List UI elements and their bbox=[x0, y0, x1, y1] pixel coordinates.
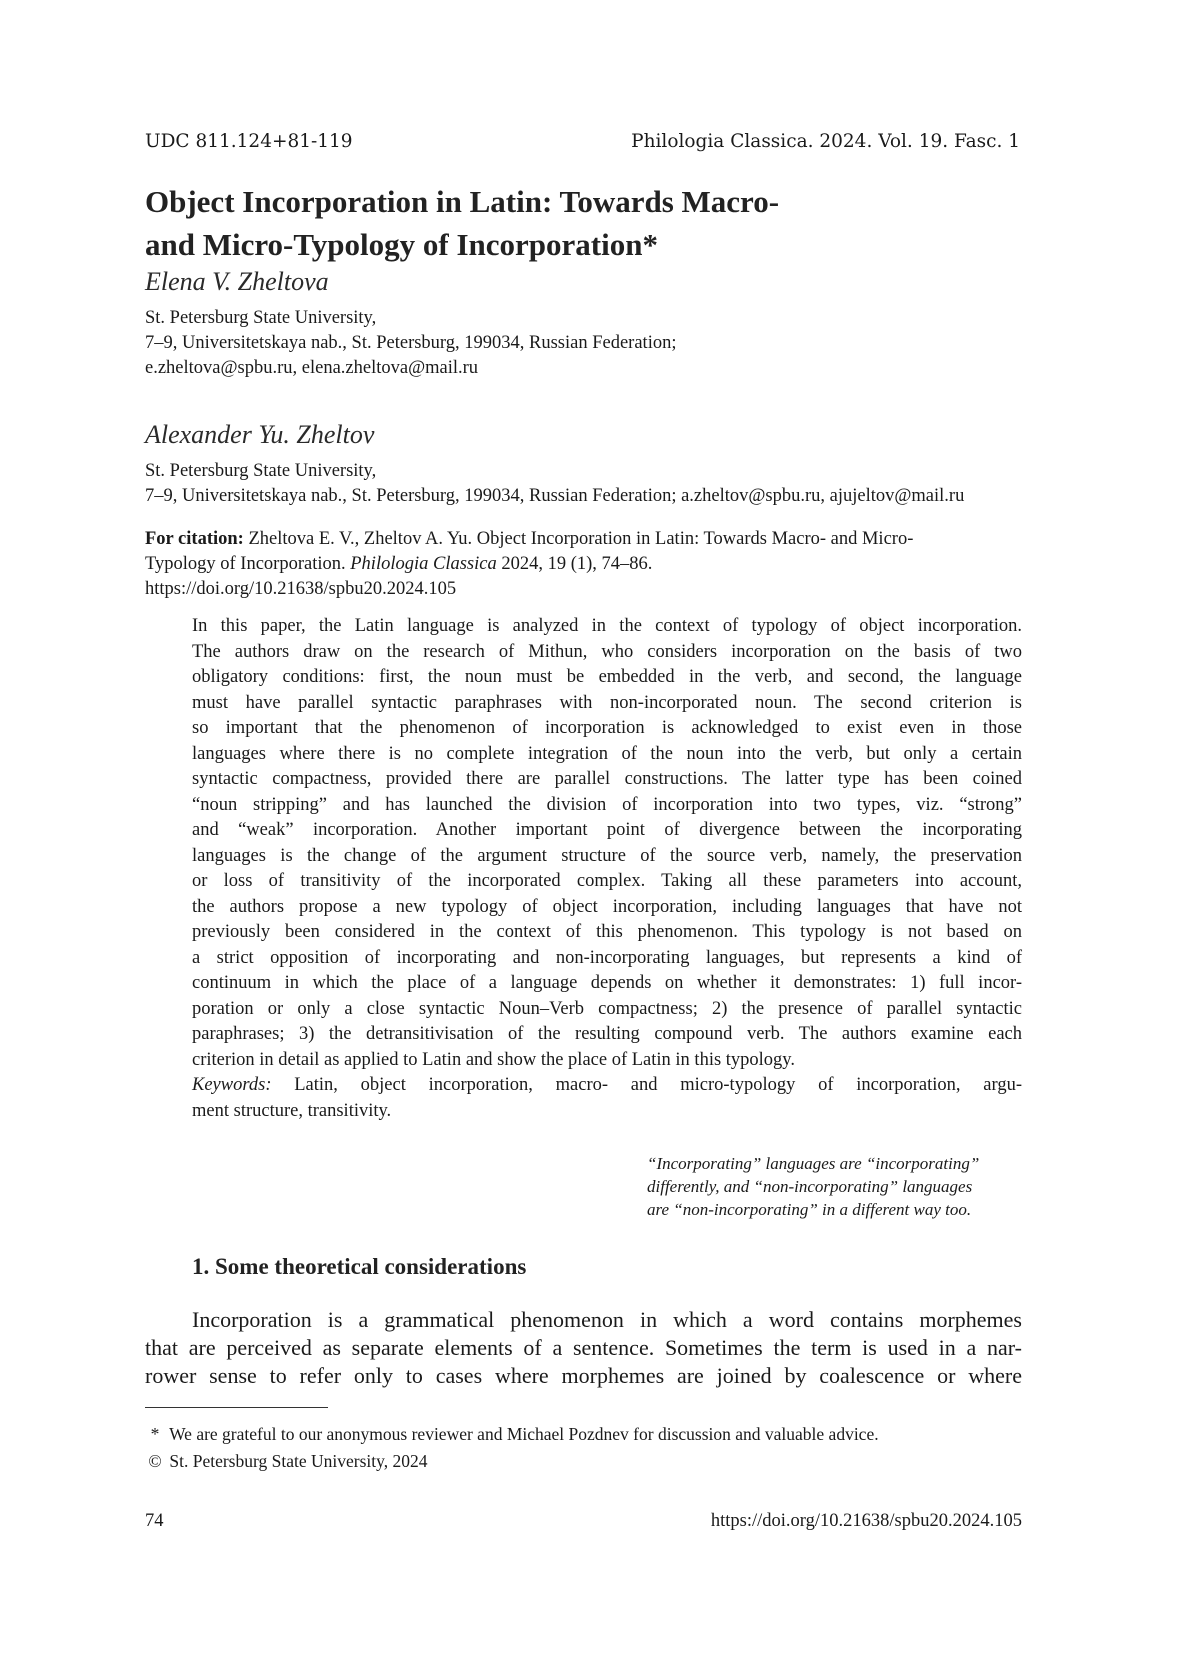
udc-code: UDC 811.124+81-119 bbox=[145, 131, 353, 152]
keywords-line-1: Keywords: Latin, object incorporation, macro- and micro-typology of incorporation, argu- bbox=[192, 1075, 1022, 1095]
abstract-line: poration or only a close syntactic Noun–Verb compactness; 2) the presence of parallel syntactic bbox=[192, 998, 1022, 1019]
author-affiliation-2 bbox=[145, 459, 1045, 509]
abstract-line: languages is the change of the argument structure of the source verb, namely, the preservation bbox=[192, 845, 1022, 866]
author-name-2: Alexander Yu. Zheltov bbox=[145, 420, 375, 449]
page-number: 74 bbox=[145, 1511, 164, 1531]
body-line: Incorporation is a grammatical phenomenon in which a word contains morphemes bbox=[192, 1307, 1022, 1332]
footnote-mark: * bbox=[150, 1424, 160, 1444]
copyright-icon: © bbox=[148, 1451, 162, 1471]
footnote-text: We are grateful to our anonymous reviewer and Michael Pozdnev for discussion and valuable advice. bbox=[169, 1424, 879, 1444]
abstract-line: paraphrases; 3) the detransitivisation of the resulting compound verb. The authors examine each bbox=[192, 1024, 1022, 1044]
abstract-line: obligatory conditions: first, the noun must be embedded in the verb, and second, the language bbox=[192, 667, 1022, 687]
affiliation-email-line: e.zheltova@spbu.ru, elena.zheltova@mail.ru bbox=[145, 358, 479, 378]
abstract-line: so important that the phenomenon of incorporation is acknowledged to exist even in those bbox=[192, 718, 1022, 738]
abstract-line: syntactic compactness, provided there are parallel constructions. The latter type has been coined bbox=[192, 769, 1022, 789]
footer-doi-link[interactable]: https://doi.org/10.21638/spbu20.2024.105 bbox=[710, 1511, 1022, 1531]
title-line-1: Object Incorporation in Latin: Towards Macro- bbox=[145, 184, 780, 219]
body-line: that are perceived as separate elements of a sentence. Sometimes the term is used in a nar- bbox=[145, 1335, 1022, 1360]
epigraph-line: “Incorporating” languages are “incorporating” bbox=[647, 1154, 980, 1173]
footnote-copyright bbox=[145, 1450, 1025, 1472]
title-line-2: and Micro-Typology of Incorporation* bbox=[145, 227, 658, 262]
title-footnote-mark: * bbox=[642, 227, 658, 262]
abstract-line: the authors propose a new typology of object incorporation, including languages that have not bbox=[192, 896, 1022, 917]
affiliation-email-line: 7–9, Universitetskaya nab., St. Petersburg, 199034, Russian Federation; a.zheltov@spbu.ru, ajujeltov@mail.ru bbox=[145, 486, 965, 506]
citation-journal: Philologia Classica bbox=[350, 554, 497, 574]
abstract-line: In this paper, the Latin language is analyzed in the context of typology of object incorporation. bbox=[192, 616, 1022, 636]
abstract-line: criterion in detail as applied to Latin and show the place of Latin in this typology. bbox=[192, 1049, 795, 1070]
author-affiliation-1 bbox=[145, 306, 1045, 381]
abstract-line: must have parallel syntactic paraphrases with non-incorporated noun. The second criterion is bbox=[192, 692, 1022, 713]
abstract-line: or loss of transitivity of the incorporated complex. Taking all these parameters into account, bbox=[192, 871, 1022, 891]
footnote-text: St. Petersburg State University, 2024 bbox=[169, 1451, 428, 1471]
affiliation-line: St. Petersburg State University, bbox=[145, 461, 377, 481]
affiliation-line: 7–9, Universitetskaya nab., St. Petersburg, 199034, Russian Federation; bbox=[145, 333, 677, 353]
citation-label: For citation: bbox=[145, 529, 244, 549]
body-line: rower sense to refer only to cases where morphemes are joined by coalescence or where bbox=[145, 1363, 1022, 1388]
footnote-divider bbox=[145, 1407, 328, 1408]
abstract-line: a strict opposition of incorporating and non-incorporating languages, but represents a kind of bbox=[192, 947, 1022, 968]
author-name-1: Elena V. Zheltova bbox=[145, 267, 329, 296]
abstract-line: previously been considered in the context of this phenomenon. This typology is not based on bbox=[192, 922, 1022, 942]
epigraph-line: are “non-incorporating” in a different way too. bbox=[647, 1200, 972, 1219]
abstract-line: “noun stripping” and has launched the division of incorporation into two types, viz. “strong” bbox=[192, 794, 1022, 815]
section-heading: 1. Some theoretical considerations bbox=[192, 1254, 527, 1279]
keywords-line-2: ment structure, transitivity. bbox=[192, 1100, 392, 1121]
journal-running-head: Philologia Classica. 2024. Vol. 19. Fasc. 1 bbox=[631, 131, 1020, 152]
abstract bbox=[192, 614, 1022, 1073]
abstract-line: and “weak” incorporation. Another important point of divergence between the incorporating bbox=[192, 820, 1022, 840]
abstract-line: continuum in which the place of a language depends on whether it demonstrates: 1) full incor- bbox=[192, 973, 1022, 993]
body-text bbox=[145, 1306, 1022, 1390]
citation-line-2: Typology of Incorporation. Philologia Classica 2024, 19 (1), 74–86. bbox=[145, 554, 653, 574]
abstract-line: languages where there is no complete integration of the noun into the verb, but only a certain bbox=[192, 743, 1022, 764]
abstract-line: The authors draw on the research of Mithun, who considers incorporation on the basis of two bbox=[192, 641, 1022, 662]
epigraph-line: differently, and “non-incorporating” languages bbox=[647, 1177, 973, 1196]
footnote-acknowledgement bbox=[145, 1423, 1025, 1445]
citation-doi-link[interactable]: https://doi.org/10.21638/spbu20.2024.105 bbox=[145, 579, 457, 599]
keywords-label: Keywords: bbox=[192, 1075, 272, 1095]
citation-block bbox=[145, 527, 1025, 602]
keywords bbox=[192, 1073, 1022, 1124]
citation-line-1: For citation: Zheltova E. V., Zheltov A. Yu. Object Incorporation in Latin: Towards Macro- and Micro- bbox=[145, 529, 914, 549]
affiliation-line: St. Petersburg State University, bbox=[145, 308, 377, 328]
article-title bbox=[145, 180, 1005, 266]
epigraph bbox=[647, 1152, 1027, 1221]
